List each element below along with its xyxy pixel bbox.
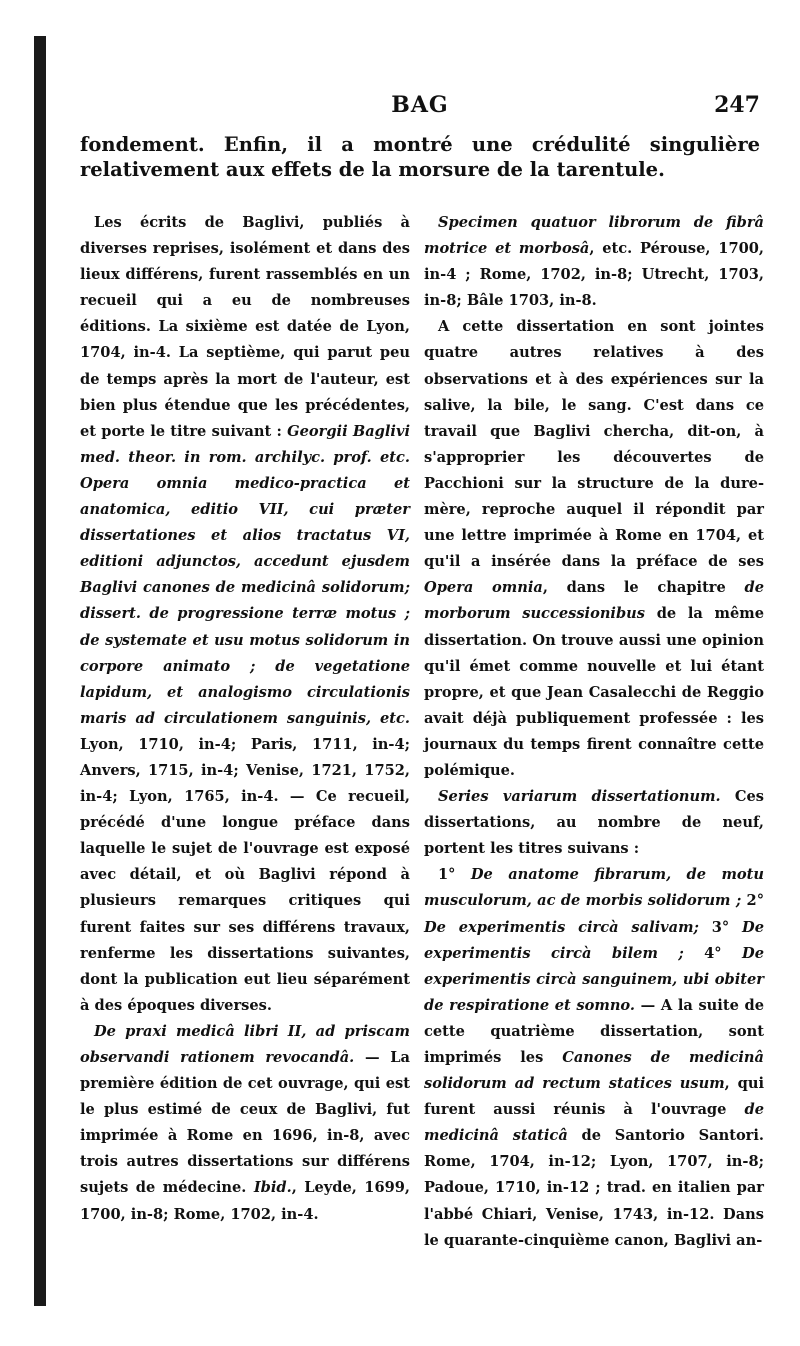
lead-paragraph: fondement. Enfin, il a montré une crédulité singulière relativement aux effets de la morsure de la tarentule.: [80, 133, 760, 181]
text-run: 4°: [683, 944, 743, 962]
text-run: — La première édition de cet ouvrage, qui est le plus estimé de ceux de Baglivi, fut imprimée à Rome en 1696, in-8, avec trois autres dissertations sur différens sujets de médecine.: [80, 1049, 410, 1197]
italic-title: de medicinâ staticâ: [424, 1101, 764, 1145]
italic-title: Series variarum dissertationum.: [438, 788, 721, 806]
italic-title: De experimentis circà salivam;: [424, 918, 699, 936]
running-head: BAG: [391, 92, 449, 118]
text-run: , Leyde, 1699, 1700, in-8; Rome, 1702, in-4.: [80, 1179, 410, 1223]
italic-title: Ibid.: [253, 1179, 292, 1197]
italic-title: Specimen quatuor librorum de fibrâ motrice et morbosâ: [424, 214, 764, 258]
right-column-paragraph: [424, 862, 764, 1253]
italic-title: de morborum successionibus: [424, 579, 764, 623]
italic-title: Georgii Baglivi med. theor. in rom. archilyc. prof. etc. Opera omnia medico-practica et anatomica, editio VII, cui præter dissertationes et alios tractatus VI, editioni adjunctos, accedunt ejusdem Baglivi canones de medicinâ solidorum; dissert. de progressione terræ motus ; de systemate et usu motus solidorum in corpore animato ; de vegetatione lapidum, et analogismo circulationis maris ad circulationem sanguinis, etc.: [80, 422, 410, 727]
left-column-paragraph: [80, 210, 410, 1019]
text-run: , etc. Pérouse, 1700, in-4 ; Rome, 1702, in-8; Utrecht, 1703, in-8; Bâle 1703, in-8.: [424, 240, 764, 310]
right-column: [424, 210, 764, 1254]
left-column-paragraph: [80, 1019, 410, 1228]
text-run: de Santorio Santori. Rome, 1704, in-12; Lyon, 1707, in-8; Padoue, 1710, in-12 ; trad. en italien par l'abbé Chiari, Venise, 1743, in-12. Dans le quarante-cinquième canon, Baglivi an-: [424, 1127, 764, 1249]
text-run: Lyon, 1710, in-4; Paris, 1711, in-4; Anvers, 1715, in-4; Venise, 1721, 1752, in-4; Lyon, 1765, in-4. — Ce recueil, précédé d'une longue préface dans laquelle le sujet de l'ouvrage est exposé avec détail, et où Baglivi répond à plusieurs remarques critiques qui furent faites sur ses différens travaux, renferme les dissertations suivantes, dont la publication eut lieu séparément à des époques diverses.: [80, 735, 410, 1014]
text-run: 2°: [741, 892, 764, 910]
text-run: , dans le chapitre: [542, 579, 745, 597]
page-header: [80, 92, 760, 132]
text-run: de la même dissertation. On trouve aussi une opinion qu'il émet comme nouvelle et lui étant propre, et que Jean Casalecchi de Reggio avait déjà publiquement professée : les journaux du temps firent connaître cette polémique.: [424, 605, 765, 779]
binding-edge: [34, 36, 46, 1306]
italic-title: Opera omnia: [424, 579, 543, 597]
right-column-paragraph: [424, 210, 764, 314]
left-column: [80, 210, 410, 1228]
text-run: Les écrits de Baglivi, publiés à diverses reprises, isolément et dans des lieux différens, furent rassemblés en un recueil qui a eu de nombreuses éditions. La sixième est datée de Lyon, 1704, in-4. La septième, qui parut peu de temps après la mort de l'auteur, est bien plus étendue que les précédentes, et porte le titre suivant :: [80, 214, 410, 440]
right-column-paragraph: [424, 784, 764, 862]
text-run: 1°: [438, 866, 471, 884]
italic-title: De anatome fibrarum, de motu musculorum, ac de morbis solidorum ;: [424, 866, 764, 910]
text-run: Ces dissertations, au nombre de neuf, portent les titres suivans :: [424, 788, 765, 858]
text-run: , qui furent aussi réunis à l'ouvrage: [424, 1075, 764, 1119]
italic-title: De experimentis circà bilem ;: [424, 918, 764, 962]
page-number: 247: [714, 92, 760, 118]
right-column-paragraph: [424, 314, 764, 784]
text-run: — A la suite de cette quatrième dissertation, sont imprimés les: [424, 996, 764, 1066]
italic-title: De praxi medicâ libri II, ad priscam observandi rationem revocandâ.: [80, 1022, 410, 1066]
text-run: 3°: [698, 918, 743, 936]
text-run: A cette dissertation en sont jointes quatre autres relatives à des observations et à des expériences sur la salive, la bile, le sang. C'est dans ce travail que Baglivi chercha, dit-on, à s'approprier les découvertes de Pacchioni sur la structure de la dure-mère, reproche auquel il répondit par une lettre imprimée à Rome en 1704, et qu'il a insérée dans la préface de ses: [424, 318, 764, 571]
italic-title: De experimentis circà sanguinem, ubi obiter de respiratione et somno.: [424, 944, 764, 1014]
italic-title: Canones de medicinâ solidorum ad rectum statices usum: [424, 1049, 765, 1093]
